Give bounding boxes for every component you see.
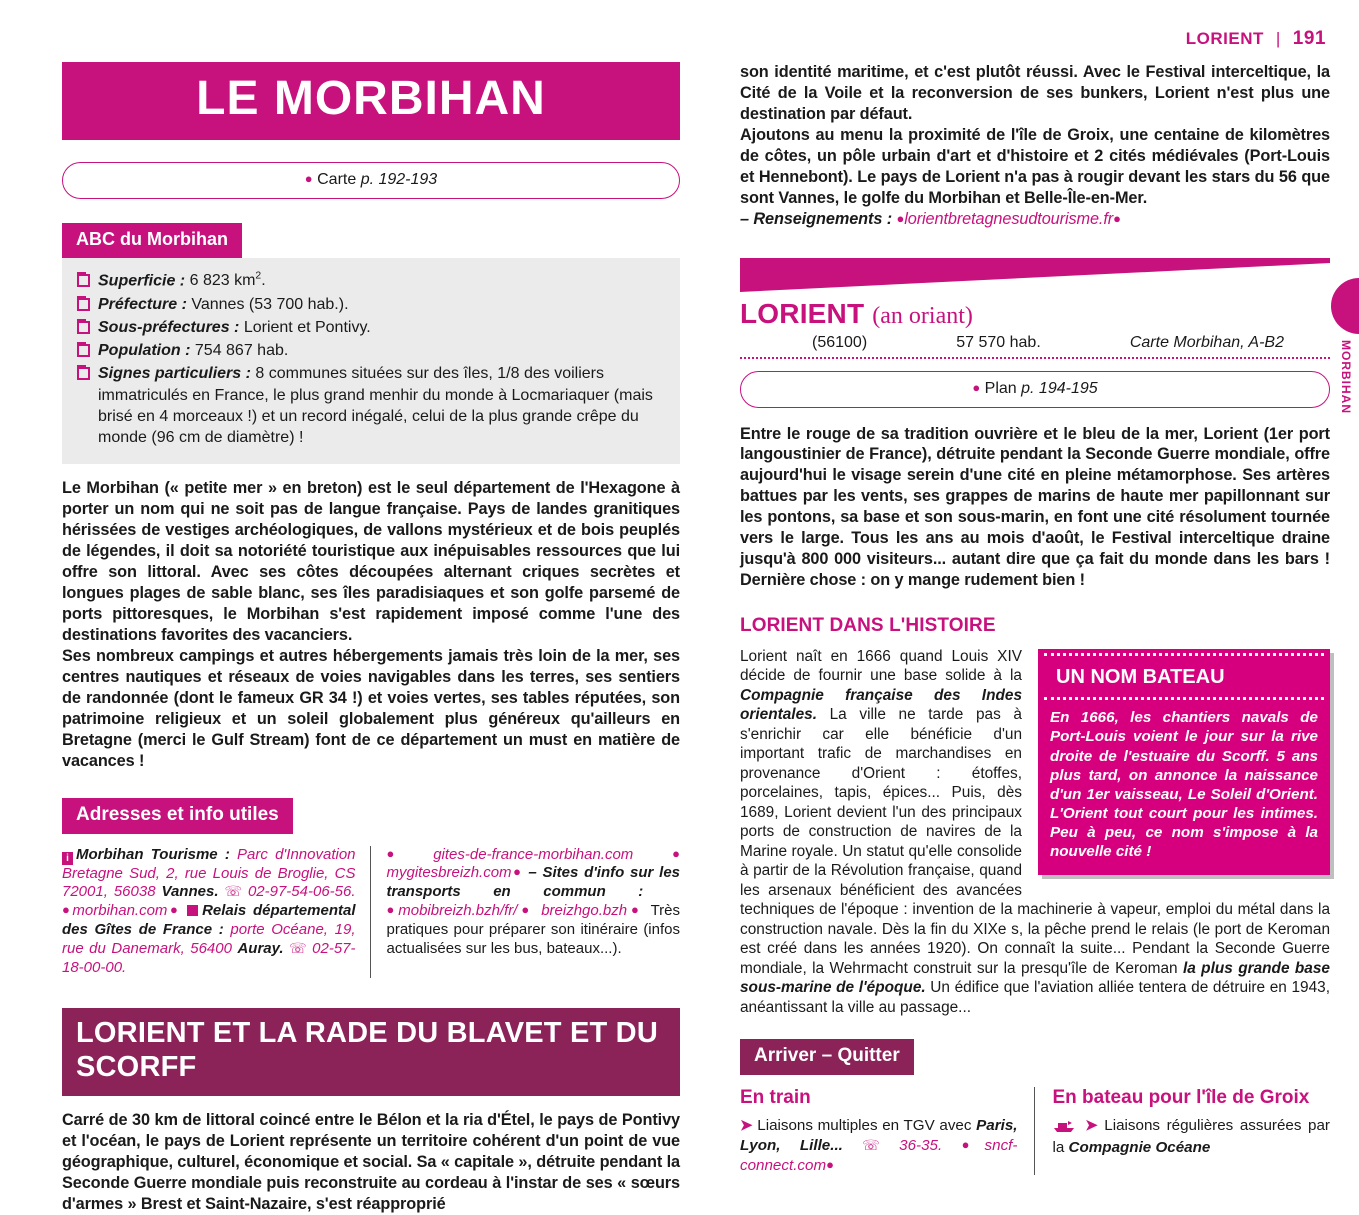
telephone-icon: ☏ bbox=[862, 1137, 880, 1154]
intro-paragraph-2: Ses nombreux campings et autres hébergements jamais très loin de la mer, ses centres nautiques et réseaux de voies navigables dans les terres, ses sentiers de randonnée (dont le fameux GR 34 !) et voies vertes, ses tables réputées, son patrimoine religieux et un soleil globalement plus généreux qu'ailleurs en Bretagne (merci le Gulf Stream) font de ce département un must en matière de vacances ! bbox=[62, 646, 680, 770]
info-icon: i bbox=[62, 852, 73, 865]
region-section-text: Carré de 30 km de littoral coincé entre le Bélon et la ria d'Étel, le pays de Pontivy et l'océan, le pays de Lorient représente un territoire cohérent d'un point de vue géographique, culturel, économique et social. Sa « capitale », détruite pendant la Seconde Guerre mondiale puis reconstruite au cordeau à l'instar de ses « sœurs d'armes » Brest et Saint-Nazaire, s'est réapproprié bbox=[62, 1111, 680, 1213]
city-name-heading bbox=[740, 298, 1330, 330]
arriver-boat-column bbox=[1034, 1087, 1331, 1174]
address-org-name-2: Relais départemental des Gîtes de France : bbox=[62, 902, 356, 939]
abc-item-term: Signes particuliers : bbox=[98, 365, 251, 383]
abc-block bbox=[62, 223, 680, 464]
history-text-part-3: Un édifice que l'aviation alliée tentera de détruire en 1943, anéantissant la ville au passage... bbox=[740, 979, 1330, 1016]
bullet-dot-icon: ● bbox=[627, 902, 643, 918]
thumb-index-tab bbox=[1331, 278, 1359, 334]
abc-item bbox=[76, 317, 664, 338]
renseignements-website[interactable]: lorientbretagnesudtourisme.fr bbox=[904, 209, 1114, 228]
train-cities: Paris, Lyon, Lille... bbox=[740, 1117, 1018, 1155]
abc-item-term: Sous-préfectures : bbox=[98, 318, 240, 336]
running-head bbox=[1186, 28, 1326, 50]
wedge-rule bbox=[740, 258, 1330, 292]
nombox-title: UN NOM BATEAU bbox=[1044, 653, 1324, 700]
renseignements-line bbox=[740, 209, 1330, 230]
city-map-ref: Carte Morbihan, A-B2 bbox=[1129, 333, 1284, 351]
history-body bbox=[740, 647, 1330, 1017]
abc-heading: ABC du Morbihan bbox=[62, 223, 242, 258]
abc-item-value: Lorient et Pontivy. bbox=[243, 318, 371, 336]
bullet-dot-icon: ● bbox=[896, 210, 905, 226]
train-website[interactable]: sncf-connect.com bbox=[740, 1137, 1018, 1174]
train-subheading: En train bbox=[740, 1087, 811, 1109]
abc-item-value: Vannes (53 700 hab.). bbox=[191, 295, 349, 313]
right-column bbox=[740, 62, 1330, 1175]
square-marker-icon bbox=[187, 905, 198, 916]
history-text-part-1: Lorient naît en 1666 quand Louis XIV décide de fournir une base solide à la bbox=[740, 648, 1022, 685]
history-heading: LORIENT DANS L'HISTOIRE bbox=[740, 615, 996, 636]
bullet-dot-icon: ● bbox=[386, 845, 434, 861]
bullet-dot-icon: ● bbox=[304, 171, 313, 186]
carryover-paragraph-2: Ajoutons au menu la proximité de l'île de Groix, une centaine de kilomètres de côtes, un pôle urbain d'art et d'histoire et 2 cités médiévales (Port-Louis et Hennebont). Le pays de Lorient n'a pas à rougir devant les stars du 56 que sont Vannes, le golfe du Morbihan et Belle-Île-en-Mer. bbox=[740, 125, 1330, 207]
bullet-dot-icon: ● bbox=[517, 902, 534, 918]
abc-item-value: 6 823 $km^2$. bbox=[189, 271, 266, 290]
square-bullet-icon bbox=[77, 344, 90, 357]
transport-note: Très pratiques pour préparer son itinéraire (infos actualisées sur les bus, bateaux...). bbox=[386, 902, 681, 958]
train-phone: 36-35. bbox=[899, 1137, 943, 1155]
history-text-part-2: La ville ne tarde pas à s'enrichir car elle bénéficie d'un important trafic de marchandises en provenance d'Orient : étoffes, porcelaines, tapis, épices... Puis, dès 1689, Lorient devient l'un des principaux ports de construction de navires de la Marine royale. Un statut qu'elle consolide à partir de la Révolution française, quand les arsenaux bénéficient des avancées techniques de l'époque : invention de la machinerie à vapeur, emploi du métal dans la construction navale. Dès la fin du XIXe s, la pêche prend le relais (le port de Keroman est créé dans les années 1920). On connaît la suite... Pendant la Seconde Guerre mondiale, la Wehrmacht construit sur la presqu'île de Keroman bbox=[740, 706, 1330, 977]
abc-item bbox=[76, 340, 664, 361]
city-facts-row bbox=[740, 330, 1330, 359]
running-head-separator: | bbox=[1275, 29, 1281, 48]
city-name: LORIENT bbox=[740, 297, 865, 329]
address-street: Parc d'Innovation Bretagne Sud, 2, rue Louis de Broglie, CS 72001, 56038 bbox=[62, 845, 356, 901]
arriver-quitter-block bbox=[740, 1087, 1330, 1174]
addresses-column-2 bbox=[370, 846, 681, 978]
addresses-column-1 bbox=[62, 846, 370, 978]
bullet-dot-icon: ● bbox=[167, 902, 181, 918]
renseignements-label: – Renseignements : bbox=[740, 209, 893, 228]
arriver-quitter-heading: Arriver – Quitter bbox=[740, 1039, 914, 1075]
bullet-dot-icon: ● bbox=[1113, 210, 1121, 226]
boat-icon bbox=[1053, 1118, 1075, 1137]
bullet-dot-icon: ● bbox=[386, 902, 399, 918]
city-intro-paragraph: Entre le rouge de sa tradition ouvrière et le bleu de la mer, Lorient (1er port langoustinier de France), détruite pendant la Seconde Guerre mondiale, offre aujourd'hui le visage serein d'une cité en pleine métamorphose. Ses artères battues par les vents, ses grappes de marins de haute mer papillonnant sur les pontons, sa base et son sous-marin, en font une cité résolument tournée vers le large. Tous les ans au mois d'août, le Festival interceltique draine jusqu'à 800 000 visiteurs... autant dire que ça fait du monde dans les bars ! Dernière chose : on y mange rudement bien ! bbox=[740, 424, 1330, 590]
city-population: 57 570 hab. bbox=[956, 333, 1041, 351]
website-link[interactable]: mobibreizh.bzh/fr/ bbox=[398, 902, 518, 920]
address-phone-2: 02-57-18-00-00. bbox=[62, 940, 356, 977]
transport-lead-in: – Sites d'info sur les transports en commun : bbox=[386, 864, 681, 901]
plan-pill-ref: p. 194-195 bbox=[1021, 379, 1098, 397]
plan-pill-label: Plan bbox=[984, 379, 1017, 397]
boat-subheading: En bateau pour l'île de Groix bbox=[1052, 1087, 1310, 1109]
arrow-bullet-icon: ➤ bbox=[740, 1117, 753, 1135]
square-bullet-icon bbox=[77, 321, 90, 334]
abc-item-term: Préfecture : bbox=[98, 295, 187, 313]
boat-company: Compagnie Océane bbox=[1068, 1138, 1211, 1156]
address-city-2: Auray. bbox=[237, 940, 284, 958]
running-head-city: LORIENT bbox=[1185, 29, 1264, 48]
carryover-paragraph-1: son identité maritime, et c'est plutôt réussi. Avec le Festival interceltique, la Cité de la Voile et la reconversion de ses bunkers, Lorient n'est plus une destination par défaut. bbox=[740, 63, 1330, 123]
page-number: 191 bbox=[1292, 28, 1326, 49]
address-phone: 02-97-54-06-56. bbox=[247, 883, 356, 901]
bullet-dot-icon: ● bbox=[633, 845, 680, 861]
abc-item-term: Population : bbox=[98, 342, 191, 360]
abc-item-value: 754 867 hab. bbox=[194, 342, 289, 360]
arrow-bullet-icon: ➤ bbox=[1085, 1117, 1098, 1135]
square-bullet-icon bbox=[77, 298, 90, 311]
address-city: Vannes. bbox=[161, 883, 219, 901]
plan-pill bbox=[740, 371, 1330, 408]
abc-item bbox=[76, 270, 664, 292]
carte-pill bbox=[62, 162, 680, 199]
department-title: LE MORBIHAN bbox=[62, 62, 680, 140]
left-column bbox=[62, 62, 680, 1215]
city-name-breton: (an oriant) bbox=[872, 302, 973, 329]
bullet-dot-icon: ● bbox=[62, 902, 73, 918]
carte-pill-label: Carte bbox=[317, 171, 357, 188]
side-tab-label: MORBIHAN bbox=[1339, 340, 1353, 414]
square-bullet-icon bbox=[77, 367, 90, 380]
address-street-2: porte Océane, 19, rue du Danemark, 56400 bbox=[62, 921, 356, 958]
intro-paragraph-1: Le Morbihan (« petite mer » en breton) est le seul département de l'Hexagone à porter un nom qui ne soit pas de langue française. Pays de landes granitiques hérissées de vestiges archéologiques, de vallons mystérieux et de bois peuplés de légendes, il doit sa notoriété touristique aux inépuisables ressources que lui offre son littoral. Avec ses côtes découpées alternant criques secrètes et longues plages de sable blanc, ses îles paradisiaques et son golfe parsemé de ports pittoresques, le Morbihan s'est rapidement imposé comme l'une des destinations favorites des vacanciers. bbox=[62, 479, 680, 645]
boat-text: Liaisons régulières assurées par la bbox=[1052, 1117, 1330, 1156]
bullet-dot-icon: ● bbox=[961, 1137, 985, 1153]
address-org-name: Morbihan Tourisme : bbox=[76, 845, 230, 863]
square-bullet-icon bbox=[77, 274, 90, 287]
arriver-train-column bbox=[740, 1087, 1034, 1174]
nombox-text: En 1666, les chantiers navals de Port-Louis voient le jour sur la rive droite de l'estuaire du Scorff. 5 ans plus tard, on annonce la naissance d'un 1er vaisseau, Le Soleil d'Orient. L'Orient tout court pour les intimes. Peu à peu, ce nom s'impose à la nouvelle cité ! bbox=[1050, 709, 1318, 861]
website-link[interactable]: breizhgo.bzh bbox=[541, 902, 628, 920]
bullet-dot-icon: ● bbox=[511, 864, 523, 880]
telephone-icon: ☏ bbox=[224, 883, 242, 900]
abc-item-term: Superficie : bbox=[98, 272, 186, 290]
telephone-icon: ☏ bbox=[289, 940, 307, 957]
region-section-title: LORIENT ET LA RADE DU BLAVET ET DU SCORFF bbox=[62, 1008, 680, 1096]
train-text: Liaisons multiples en TGV avec bbox=[757, 1117, 977, 1135]
history-bold-1: Compagnie française des Indes orientales. bbox=[740, 686, 1022, 724]
bullet-dot-icon: ● bbox=[972, 379, 981, 395]
abc-item bbox=[76, 363, 664, 448]
carte-pill-ref: p. 192-193 bbox=[360, 171, 438, 188]
bullet-dot-icon: ● bbox=[826, 1156, 834, 1172]
address-website[interactable]: morbihan.com bbox=[72, 902, 168, 920]
abc-item-value: 8 communes situées sur des îles, 1/8 des voiliers immatriculés en France, le plus grand menhir du monde à Locmariaquer (mais brisé en 4 morceaux !) et un record inégalé, celui de la plus grande crêpe du monde (96 cm de diamètre) ! bbox=[98, 365, 653, 447]
website-link[interactable]: mygitesbreizh.com bbox=[386, 864, 512, 882]
abc-box bbox=[62, 258, 680, 464]
un-nom-bateau-box bbox=[1038, 649, 1330, 875]
website-link[interactable]: gites-de-france-morbihan.com bbox=[433, 845, 634, 863]
history-bold-2: la plus grande base sous-marine de l'époque. bbox=[740, 959, 1330, 997]
addresses-block bbox=[62, 846, 680, 978]
addresses-heading: Adresses et info utiles bbox=[62, 798, 293, 834]
city-postcode: (56100) bbox=[812, 333, 868, 351]
abc-item bbox=[76, 294, 664, 315]
